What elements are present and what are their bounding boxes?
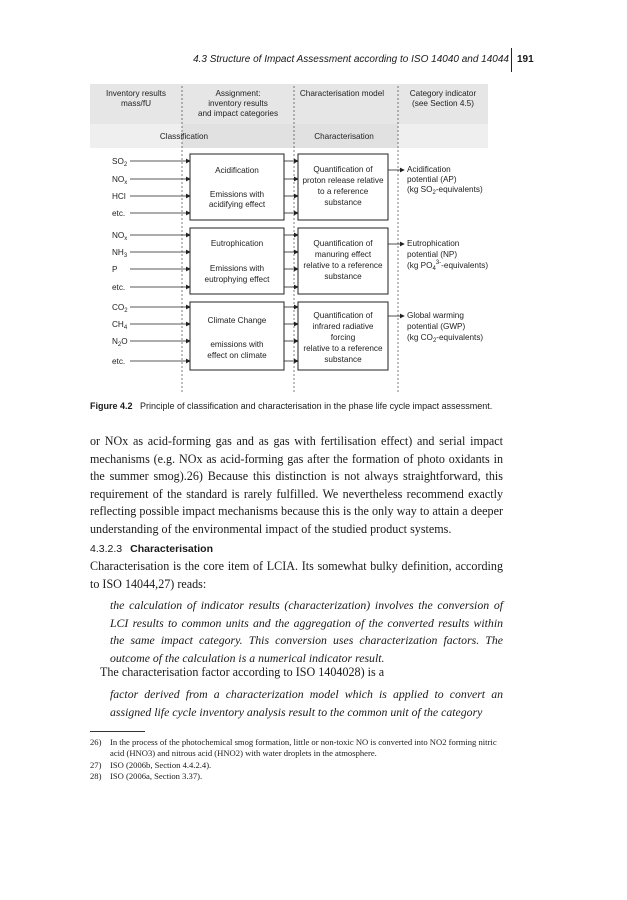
svg-text:Emissions with: Emissions with xyxy=(209,264,265,273)
paragraph-1: or NOx as acid-forming gas and as gas with fertilisation effect) and serial impact mechanisms (e.g. NOx as acid-forming gas after the formation of photo oxidants in the summer smog).26) Because this distinction is not always straightforward, this requirement of the standard is rarely fulfilled. We nevertheless recommend exactly reflecting possible impact mechanisms because this is the only way to attain a deeper understanding of the environmental impact of the studied product systems. xyxy=(90,434,503,536)
svg-text:etc.: etc. xyxy=(112,283,126,292)
svg-text:Quantification of: Quantification of xyxy=(313,239,373,248)
class-box-title: Acidification xyxy=(215,166,259,175)
input-label: $SO_2$ xyxy=(112,157,128,168)
input-label: etc. xyxy=(112,209,126,218)
svg-text:relative to a reference: relative to a reference xyxy=(303,344,383,353)
svg-text:relative to a reference: relative to a reference xyxy=(303,261,383,270)
footnote: 28) ISO (2006a, Section 3.37). xyxy=(90,771,510,782)
class-box-acidification xyxy=(190,154,284,220)
footnote-text: In the process of the photochemical smog formation, little or non-toxic NO is converted into NO2 forming nitric acid (HNO3) and nitrous acid (HNO2) with water droplets in the atmosphere. xyxy=(110,737,497,758)
svg-text:proton release relative: proton release relative xyxy=(302,176,384,185)
svg-text:Quantification of: Quantification of xyxy=(313,311,373,320)
svg-text:NOx: $NO_x$ xyxy=(112,231,128,242)
footnote-text: ISO (2006b, Section 4.4.2.4). xyxy=(110,760,212,770)
svg-text:Eutrophication: Eutrophication xyxy=(407,239,460,248)
svg-text:P: P xyxy=(112,265,118,274)
class-box-eutrophication xyxy=(190,228,284,294)
svg-text:potential (NP): potential (NP) xyxy=(407,250,458,259)
footnote: 26) In the process of the photochemical smog formation, little or non-toxic NO is converted into NO2 forming nitric acid (HNO3) and nitrous acid (HNO2) with water droplets in the atmosphere. xyxy=(90,737,510,759)
svg-text:substance: substance xyxy=(324,272,362,281)
running-title: 4.3 Structure of Impact Assessment according to ISO 14040 and 14044 xyxy=(193,54,509,65)
col-inventory-1: Inventory results xyxy=(105,89,167,98)
footnote-rule xyxy=(90,731,145,732)
figure-caption xyxy=(90,400,510,413)
svg-text:potential (GWP): potential (GWP) xyxy=(407,322,466,331)
paragraph-2: Characterisation is the core item of LCIA. Its somewhat bulky definition, according to ISO 14044,27) reads: xyxy=(90,559,503,591)
svg-text:Emissions with: Emissions with xyxy=(209,190,265,199)
figure-diagram xyxy=(0,0,627,400)
col-assignment-3: and impact categories xyxy=(197,109,279,118)
col-char-model: Characterisation model xyxy=(299,89,385,98)
svg-text:forcing: forcing xyxy=(330,333,356,342)
caption-label: Figure 4.2 xyxy=(90,401,133,411)
quote-2: factor derived from a characterization model which is applied to convert an assigned life cycle inventory analysis result to the common unit of the category xyxy=(110,687,503,719)
row-eutrophication xyxy=(112,228,488,294)
svg-text:effect on climate: effect on climate xyxy=(207,351,267,360)
svg-text:potential (AP): potential (AP) xyxy=(407,175,457,184)
row-acidification xyxy=(112,154,483,220)
input-label: $NO_x$ xyxy=(112,175,128,186)
svg-text:acidifying effect: acidifying effect xyxy=(208,200,266,209)
svg-text:Climate Change: Climate Change xyxy=(207,316,267,325)
col-inventory-2: mass/fU xyxy=(120,99,152,108)
input-label: HCl xyxy=(112,192,126,201)
band-characterisation-label: Characterisation xyxy=(314,132,374,141)
indicator-text: Acidification xyxy=(407,165,451,174)
col-category-1: Category indicator xyxy=(409,89,477,98)
svg-text:Quantification of: Quantification of xyxy=(313,165,373,174)
paragraph-3: The characterisation factor according to ISO 1404028) is a xyxy=(100,665,385,679)
svg-text:Eutrophication: Eutrophication xyxy=(210,239,264,248)
svg-text:infrared radiative: infrared radiative xyxy=(312,322,374,331)
svg-text:CH4: $CH_4$ xyxy=(112,320,128,331)
row-climate-change xyxy=(112,302,483,370)
svg-text:substance: substance xyxy=(324,355,362,364)
footnote: 27) ISO (2006b, Section 4.4.2.4). xyxy=(90,760,510,771)
svg-text:substance: substance xyxy=(324,198,362,207)
page-number: 191 xyxy=(517,54,534,65)
col-assignment-2: inventory results xyxy=(208,99,268,108)
svg-text:eutrophying effect: eutrophying effect xyxy=(204,275,270,284)
section-heading xyxy=(90,543,213,555)
col-category-2: (see Section 4.5) xyxy=(412,99,474,108)
svg-text:(kg PO43--equivalents): (kg $PO_4^{3-}-equivalents$) xyxy=(407,260,489,272)
caption-text: Principle of classification and characterisation in the phase life cycle impact assessment. xyxy=(140,401,493,411)
svg-text:etc.: etc. xyxy=(112,357,126,366)
section-title: Characterisation xyxy=(130,543,213,555)
svg-text:emissions with: emissions with xyxy=(210,340,264,349)
svg-text:CO2: $CO_2$ xyxy=(112,303,128,314)
svg-text:NH3: $NH_3$ xyxy=(112,248,128,259)
svg-text:manuring effect: manuring effect xyxy=(314,250,372,259)
section-number: 4.3.2.3 xyxy=(90,543,123,555)
col-assignment-1: Assignment: xyxy=(215,89,261,98)
band-classification-label: Classification xyxy=(159,132,209,141)
svg-text:(kg SO2-equivalents): (kg $SO_2-equivalents$) xyxy=(407,185,483,196)
svg-text:Global warming: Global warming xyxy=(407,311,464,320)
footnote-text: ISO (2006a, Section 3.37). xyxy=(110,771,203,781)
svg-text:(kg CO2-equivalents): (kg $CO_2-equivalents$) xyxy=(407,333,484,344)
quote-1: the calculation of indicator results (characterization) involves the conversion of LCI results to common units and the aggregation of the converted results within the same impact category. This conversion uses characterization factors. The outcome of the calculation is a numerical indicator result. xyxy=(110,598,503,665)
svg-text:N2O: $N_2O$ xyxy=(112,337,128,348)
svg-text:to a reference: to a reference xyxy=(317,187,369,196)
